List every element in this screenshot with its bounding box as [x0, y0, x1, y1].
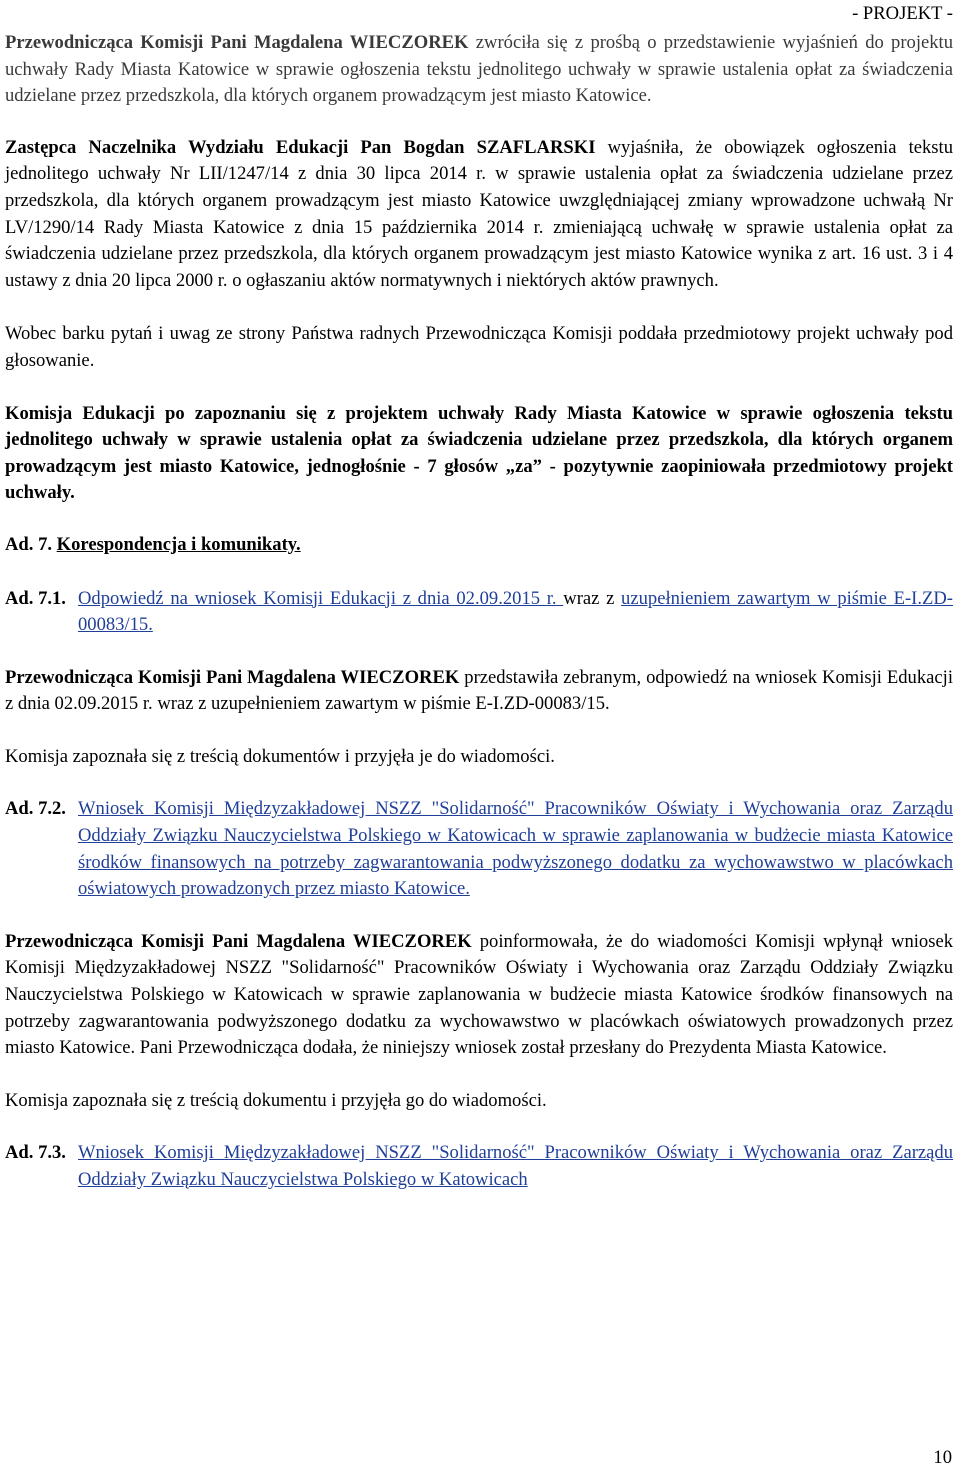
document-page [5, 0, 953, 1221]
agenda-number: Ad. 7.1. [5, 587, 66, 609]
agenda-item-7-3 [5, 1140, 953, 1193]
paragraph-deputy-explanation [5, 135, 953, 295]
agenda-title: Korespondencja i komunikaty. [56, 533, 301, 555]
speaker-name: Zastępca Naczelnika Wydziału Edukacji Pan Bogdan SZAFLARSKI [5, 136, 596, 158]
motion-document-link[interactable]: Wniosek Komisji Międzyzakładowej NSZZ "Solidarność" Pracowników Oświaty i Wychowania oraz Zarządu Oddziały Związku Nauczycielstwa Polskiego w Katowicach [77, 1142, 953, 1190]
paragraph-vote-call [5, 321, 953, 374]
connector-text: wraz z [563, 587, 622, 609]
agenda-item-7 [5, 532, 953, 559]
speaker-name: Przewodnicząca Komisji Pani Magdalena WIECZOREK [5, 930, 472, 952]
paragraph-text: zwróciła się z prośbą o przedstawienie wyjaśnień do projektu uchwały Rady Miasta Katowice w sprawie ogłoszenia tekstu jednolitego uchwały w sprawie ustalenia opłat za świadczenia udzielane przez przedszkola, dla których organem prowadzącym jest miasto Katowice. [5, 32, 954, 107]
paragraph-text: Komisja Edukacji po zapoznaniu się z projektem uchwały Rady Miasta Katowice w sprawie ogłoszenia tekstu jednolitego uchwały w sprawie ustalenia opłat za świadczenia udzielane przez przedszkola, dla których organem prowadzącym jest miasto Katowice, jednogłośnie - 7 głosów „za” - pozytywnie zaopiniowała przedmiotowy projekt uchwały. [5, 402, 953, 504]
agenda-item-body [78, 586, 953, 639]
paragraph-commission-opinion [5, 401, 953, 507]
agenda-number: Ad. 7.3. [5, 1142, 66, 1164]
motion-document-link[interactable]: Wniosek Komisji Międzyzakładowej NSZZ "Solidarność" Pracowników Oświaty i Wychowania oraz Zarządu Oddziały Związku Nauczycielstwa Polskiego w Katowicach w sprawie zaplanowania w budżecie miasta Katowice środków finansowych na potrzeby zagwarantowania podwyższonego dodatku za wychowawstwo w placówkach oświatowych prowadzonych przez miasto Katowice. [77, 798, 953, 900]
paragraph-chair-information [5, 929, 953, 1062]
paragraph-acknowledged-documents [5, 744, 953, 771]
paragraph-text: Komisja zapoznała się z treścią dokumentów i przyjęła je do wiadomości. [5, 745, 555, 767]
paragraph-text: wyjaśniła, że obowiązek ogłoszenia tekstu jednolitego uchwały Nr LII/1247/14 z dnia 30 lipca 2014 r. w sprawie ustalenia opłat za świadczenia udzielane przez przedszkola, dla których organem prowadzącym jest miasto Katowice uwzględniającej zmiany wprowadzone uchwałą Nr LV/1290/14 Rady Miasta Katowice z dnia 15 października 2014 r. zmieniającą uchwałę w sprawie ustalenia opłat za świadczenia udzielane przez przedszkola, dla których organem prowadzącym jest miasto Katowice wynika z art. 16 ust. 3 i 4 ustawy z dnia 20 lipca 2000 r. o ogłaszaniu aktów normatywnych i niektórych aktów prawnych. [5, 136, 953, 291]
project-header: - PROJEKT - [852, 3, 953, 24]
supplement-document-link[interactable]: uzupełnieniem zawartym w piśmie E-I.ZD-00083/15. [77, 587, 953, 636]
agenda-item-body [78, 796, 953, 902]
agenda-number: Ad. 7. [5, 533, 53, 555]
paragraph-acknowledged-document [5, 1088, 953, 1115]
paragraph-text: przedstawiła zebranym, odpowiedź na wniosek Komisji Edukacji z dnia 02.09.2015 r. wraz z uzupełnieniem zawartym w piśmie E-I.ZD-00083/15. [5, 666, 953, 715]
speaker-name: Przewodnicząca Komisji Pani Magdalena WIECZOREK [5, 666, 460, 688]
paragraph-chair-request [5, 30, 953, 110]
paragraph-chair-presentation [5, 665, 953, 718]
paragraph-text: Wobec barku pytań i uwag ze strony Państwa radnych Przewodnicząca Komisji poddała przedmiotowy projekt uchwały pod głosowanie. [5, 323, 953, 371]
paragraph-text: Komisja zapoznała się z treścią dokumentu i przyjęła go do wiadomości. [5, 1089, 547, 1111]
agenda-item-body [78, 1140, 953, 1193]
agenda-item-7-1 [5, 586, 953, 639]
agenda-item-7-2 [5, 796, 953, 902]
page-number: 10 [933, 1447, 952, 1468]
speaker-name: Przewodnicząca Komisji Pani Magdalena WIECZOREK [5, 32, 469, 53]
paragraph-text: poinformowała, że do wiadomości Komisji wpłynął wniosek Komisji Międzyzakładowej NSZZ "Solidarność" Pracowników Oświaty i Wychowania oraz Zarządu Oddziały Związku Nauczycielstwa Polskiego w Katowicach w sprawie zaplanowania w budżecie miasta Katowice środków finansowych na potrzeby zagwarantowania podwyższonego dodatku za wychowawstwo w placówkach oświatowych prowadzonych przez miasto Katowice. Pani Przewodnicząca dodała, że niniejszy wniosek został przesłany do Prezydenta Miasta Katowice. [5, 930, 953, 1059]
response-document-link[interactable]: Odpowiedź na wniosek Komisji Edukacji z dnia 02.09.2015 r. [77, 587, 564, 609]
agenda-number: Ad. 7.2. [5, 798, 66, 820]
